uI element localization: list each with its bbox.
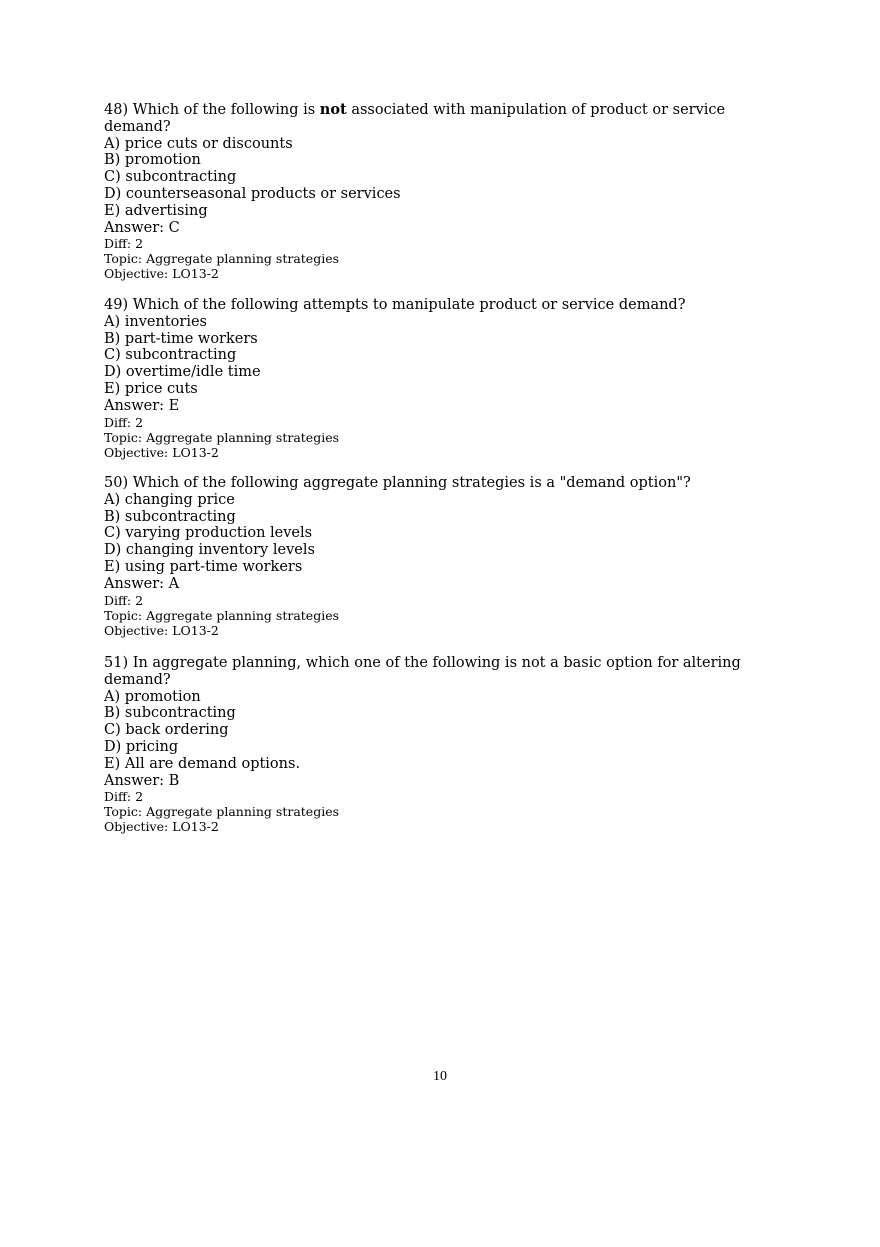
option-e: E) advertising <box>104 202 208 219</box>
option-d: D) pricing <box>104 738 179 755</box>
question-50 <box>104 475 764 638</box>
topic: Topic: Aggregate planning strategies <box>104 607 340 623</box>
option-c: C) subcontracting <box>104 347 237 364</box>
answer: Answer: E <box>104 397 180 414</box>
question-51 <box>104 655 764 834</box>
topic: Topic: Aggregate planning strategies <box>104 251 340 267</box>
answer: Answer: A <box>104 575 180 592</box>
question-stem: 49) Which of the following attempts to manipulate product or service demand? <box>104 297 686 313</box>
option-c: C) subcontracting <box>104 169 237 186</box>
option-d: D) counterseasonal products or services <box>104 185 401 202</box>
difficulty: Diff: 2 <box>104 592 144 608</box>
difficulty: Diff: 2 <box>104 236 144 252</box>
option-b: B) part-time workers <box>104 330 258 347</box>
objective: Objective: LO13-2 <box>104 622 219 638</box>
objective: Objective: LO13-2 <box>104 266 219 282</box>
option-a: A) promotion <box>104 688 201 705</box>
question-48 <box>104 102 764 281</box>
option-d: D) overtime/idle time <box>104 364 261 381</box>
question-stem: 51) In aggregate planning, which one of the following is not a basic option for altering demand? <box>104 655 741 688</box>
topic: Topic: Aggregate planning strategies <box>104 429 340 445</box>
option-b: B) subcontracting <box>104 705 236 722</box>
question-49 <box>104 297 764 460</box>
option-e: E) All are demand options. <box>104 755 301 772</box>
option-d: D) changing inventory levels <box>104 542 315 559</box>
question-stem <box>104 102 764 136</box>
option-c: C) varying production levels <box>104 525 313 542</box>
page-number: 10 <box>433 1069 447 1084</box>
difficulty: Diff: 2 <box>104 414 144 430</box>
stem-text: 48) Which of the following is <box>104 102 320 118</box>
option-e: E) price cuts <box>104 380 198 397</box>
topic: Topic: Aggregate planning strategies <box>104 804 340 820</box>
answer: Answer: B <box>104 772 180 789</box>
option-a: A) changing price <box>104 491 235 508</box>
answer: Answer: C <box>104 219 180 236</box>
option-b: B) subcontracting <box>104 508 236 525</box>
stem-emphasis: not <box>319 101 347 118</box>
option-a: A) price cuts or discounts <box>104 135 293 152</box>
objective: Objective: LO13-2 <box>104 819 219 835</box>
question-stem: 50) Which of the following aggregate planning strategies is a "demand option"? <box>104 475 691 491</box>
difficulty: Diff: 2 <box>104 789 144 805</box>
objective: Objective: LO13-2 <box>104 444 219 460</box>
option-b: B) promotion <box>104 152 201 169</box>
option-a: A) inventories <box>104 313 207 330</box>
option-e: E) using part-time workers <box>104 558 303 575</box>
stem-text: associated with manipulation of product or service demand? <box>104 102 726 135</box>
option-c: C) back ordering <box>104 722 229 739</box>
